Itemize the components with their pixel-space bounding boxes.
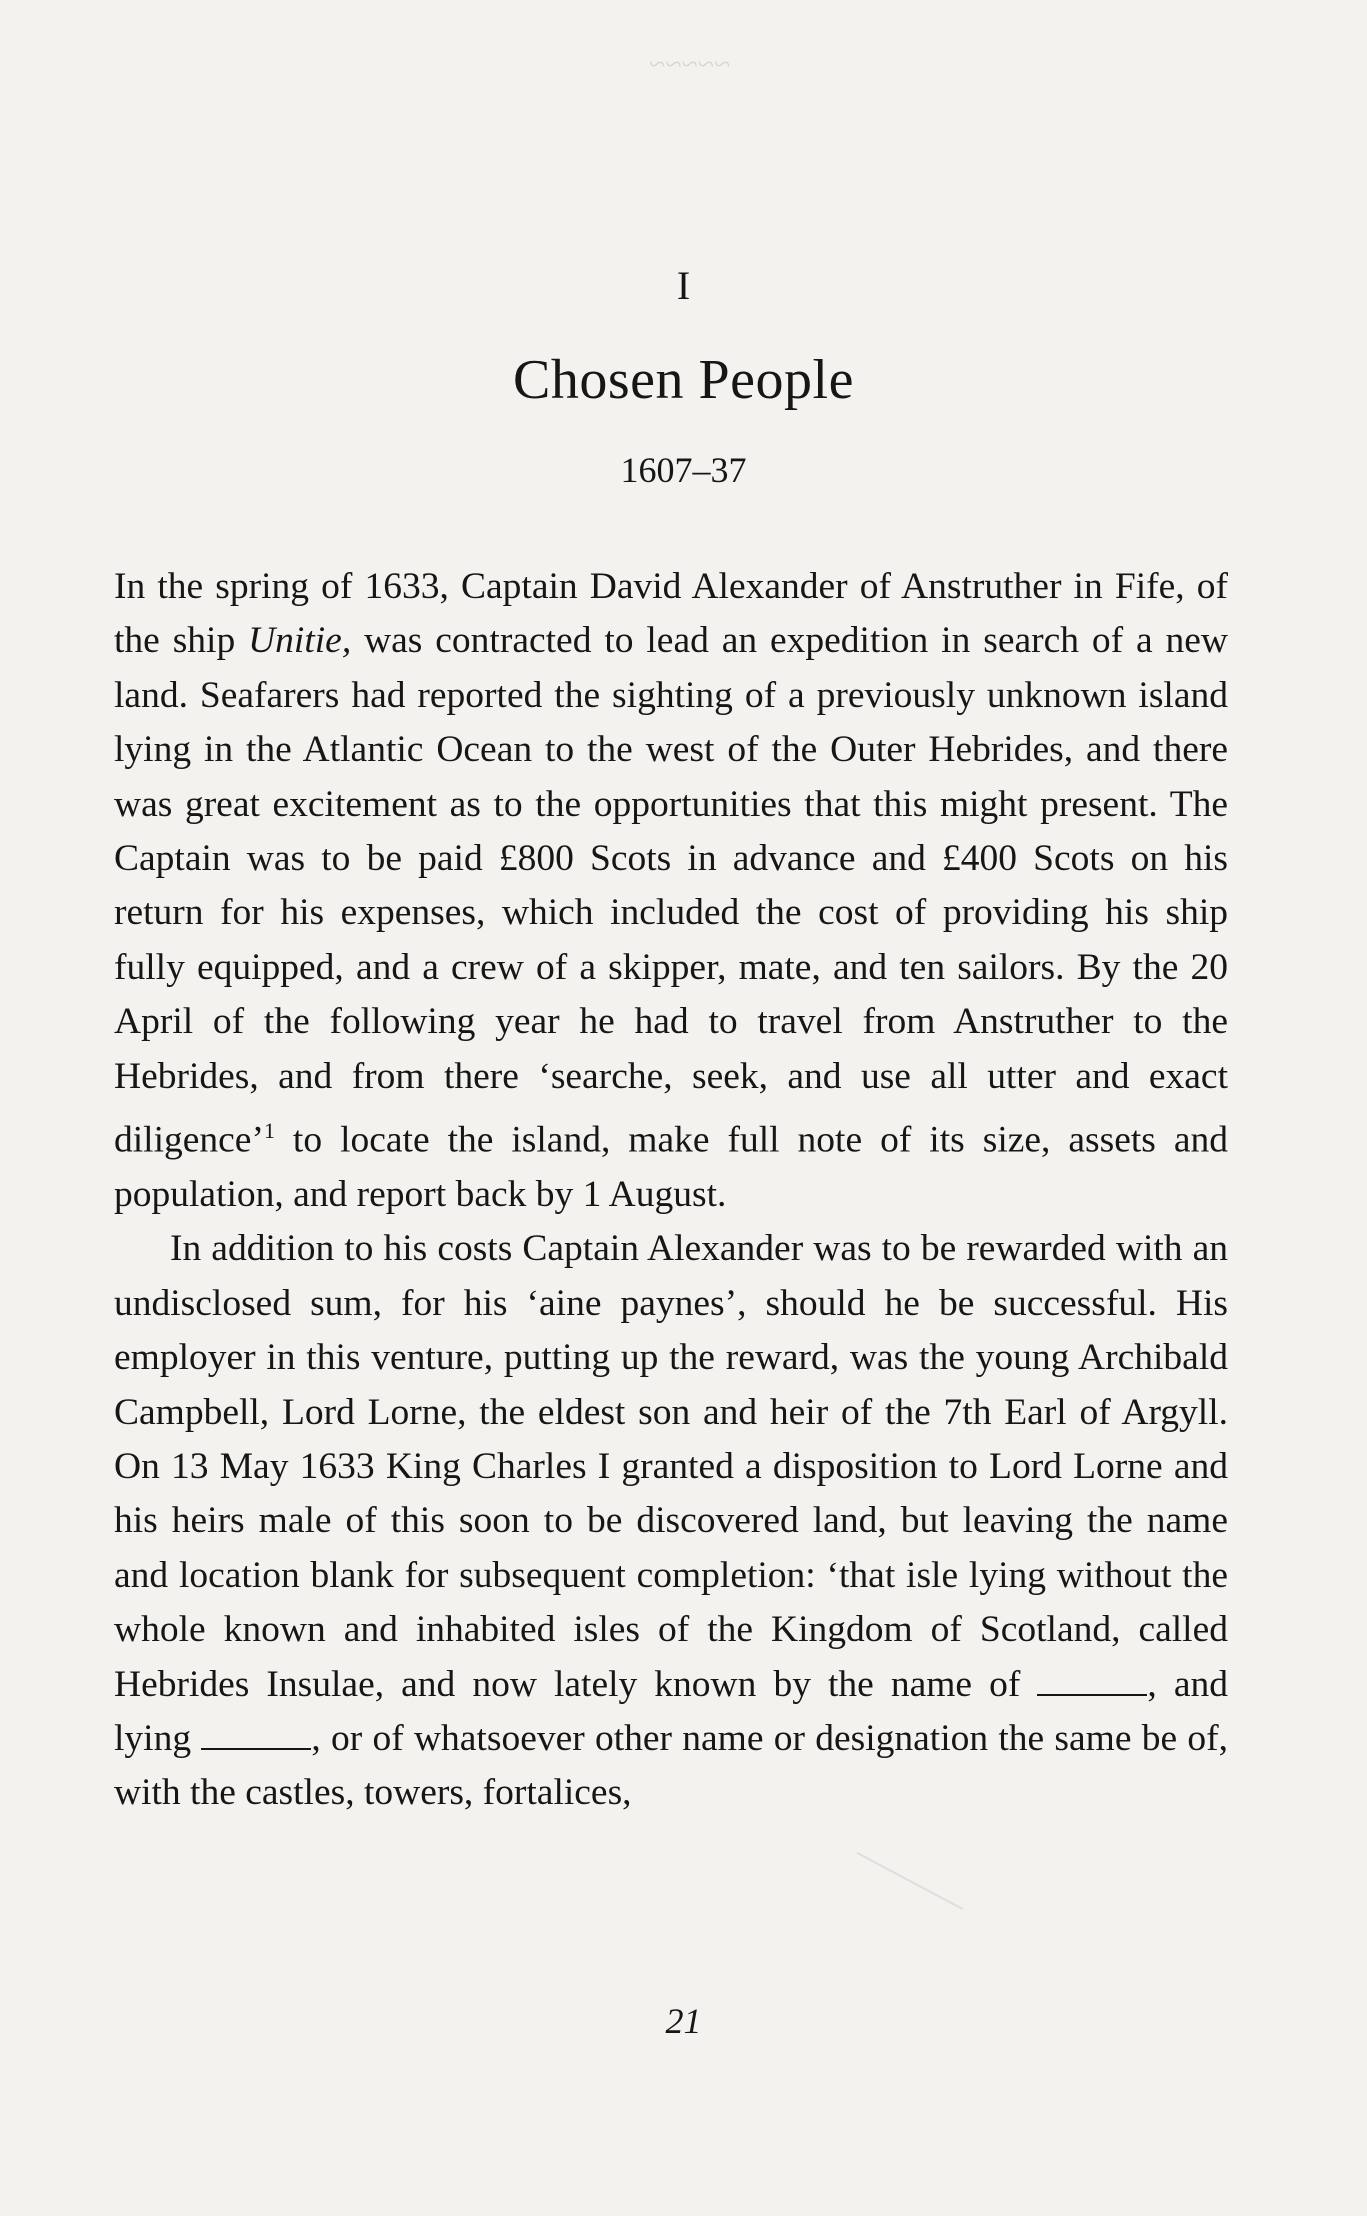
chapter-title: Chosen People — [513, 349, 854, 411]
paragraph-1-text-a: In the spring of 1633, Captain David Alexander of Anstruther in Fife, of the ship — [114, 566, 1228, 662]
chapter-number: I — [676, 263, 691, 308]
page-number: 21 — [665, 2001, 702, 2041]
paragraph-2-text-b: , and lying — [114, 1663, 1228, 1760]
paragraph-2 — [114, 1222, 1228, 1820]
paper-crease — [857, 1852, 964, 1910]
footnote-marker: 1 — [263, 1118, 275, 1144]
blank-location-line — [201, 1718, 311, 1750]
blank-name-line — [1037, 1664, 1147, 1696]
paragraph-1-text-b: was contracted to lead an expedition in search of a new land. Seafarers had reported the sighting of a previously unknown island lying in the Atlantic Ocean to the west of the Outer Hebrides, and there was great excitement as to the opportunities that this might present. The Captain was to be paid £800 Scots in advance and £400 Scots on his return for his expenses, which included the cost of providing his ship fully equipped, and a crew of a skipper, mate, and ten sailors. By the 20 April of the following year he had to travel from Anstruther to the Hebrides, and from there ‘searche, seek, and use all utter and exact diligence’ — [114, 620, 1228, 1161]
paragraph-2-text-c: , or of whatsoever other name or designation the same be of, with the castles, towers, fortalices, — [114, 1718, 1228, 1814]
chapter-body — [114, 560, 1228, 1821]
show-through-running-head: ~~~~~ — [649, 48, 731, 81]
paragraph-2-text-a: In addition to his costs Captain Alexander was to be rewarded with an undisclosed sum, for his ‘aine paynes’, should he be successful. His employer in this venture, putting up the reward, was the young Archibald Campbell, Lord Lorne, the eldest son and heir of the 7th Earl of Argyll. On 13 May 1633 King Charles I granted a disposition to Lord Lorne and his heirs male of this soon to be discovered land, but leaving the name and location blank for subsequent completion: ‘that isle lying without the whole known and inhabited isles of the Kingdom of Scotland, called Hebrides Insulae, and now lately known by the name of — [114, 1228, 1228, 1705]
paragraph-1 — [114, 560, 1228, 1222]
chapter-dates: 1607–37 — [620, 450, 747, 490]
show-through-text — [114, 120, 1234, 175]
paragraph-1-text-c: to locate the island, make full note of its size, assets and population, and report back by 1 August. — [114, 1119, 1228, 1215]
ship-name: Unitie, — [248, 620, 352, 662]
